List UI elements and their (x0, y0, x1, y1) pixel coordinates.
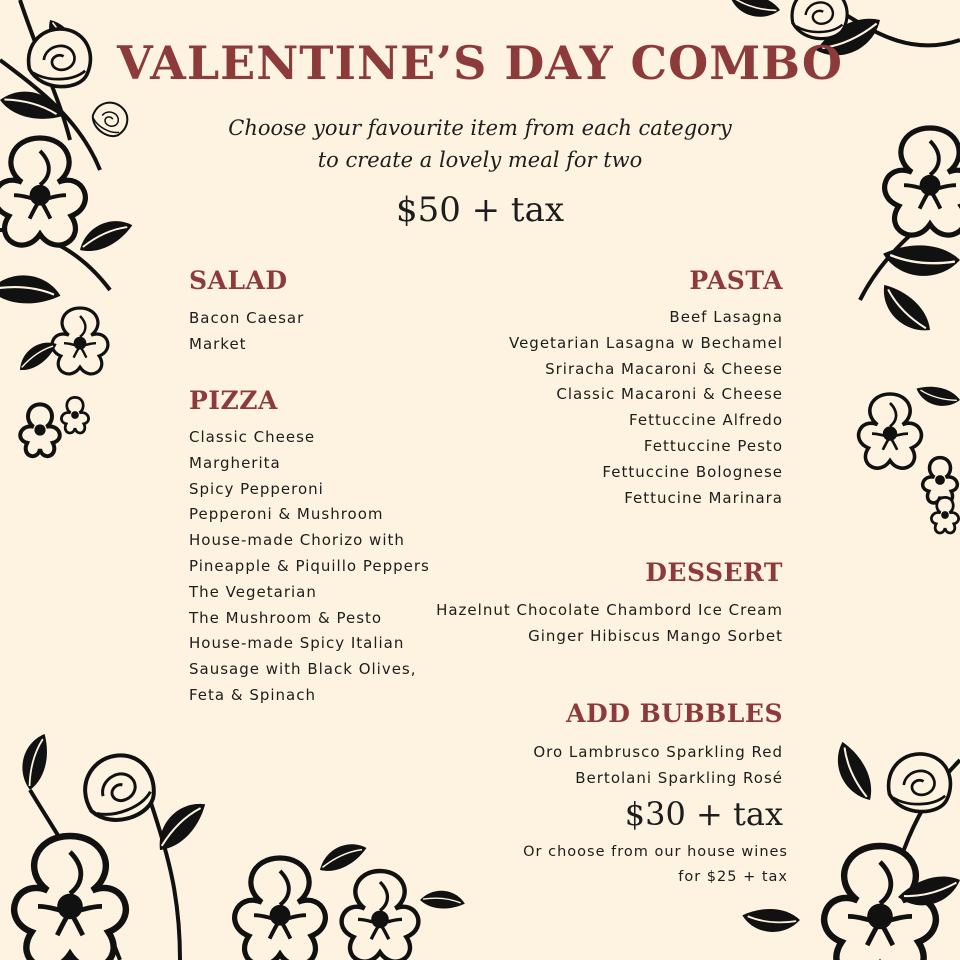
floral-illustration-bottom-left (14, 730, 466, 960)
list-item: Fettuccine Bolognese (602, 462, 783, 481)
list-item: Ginger Hibiscus Mango Sorbet (528, 626, 783, 645)
list-item: Spicy Pepperoni (189, 479, 324, 498)
list-item: Sausage with Black Olives, (189, 660, 417, 679)
pasta-list (509, 305, 783, 511)
list-item: Margherita (189, 453, 281, 472)
subtitle-line-2: to create a lovely meal for two (317, 148, 643, 172)
page-title: VALENTINE’S DAY COMBO (117, 36, 843, 90)
combo-price: $50 + tax (395, 190, 565, 230)
section-title-salad: SALAD (189, 266, 288, 295)
bubbles-price: $30 + tax (624, 795, 783, 833)
list-item: House-made Spicy Italian (189, 634, 405, 653)
list-item: Classic Cheese (189, 428, 316, 446)
list-item: Bacon Caesar (189, 309, 305, 327)
section-title-pasta: PASTA (689, 266, 783, 295)
pizza-list (189, 425, 430, 709)
list-item: Pepperoni & Mushroom (189, 505, 384, 524)
salad-list (189, 306, 304, 358)
list-item: Oro Lambrusco Sparkling Red (533, 743, 783, 761)
bubbles-list (533, 740, 783, 792)
list-item: Hazelnut Chocolate Chambord Ice Cream (436, 601, 783, 619)
list-item: Bertolani Sparkling Rosé (575, 768, 783, 787)
house-wines-line-2: for $25 + tax (678, 869, 788, 885)
list-item: House-made Chorizo with (189, 531, 405, 550)
list-item: The Vegetarian (189, 582, 317, 601)
house-wines-note (523, 840, 788, 890)
house-wines-line-1: Or choose from our house wines (523, 844, 788, 860)
list-item: Feta & Spinach (189, 685, 317, 704)
section-title-pizza: PIZZA (189, 386, 278, 415)
list-item: Sriracha Macaroni & Cheese (545, 359, 783, 378)
section-title-bubbles: ADD BUBBLES (566, 699, 783, 728)
list-item: Pineapple & Piquillo Peppers (189, 556, 430, 575)
subtitle-line-1: Choose your favourite item from each category (228, 116, 732, 140)
list-item: Beef Lasagna (669, 308, 783, 326)
dessert-list (436, 598, 783, 650)
section-title-dessert: DESSERT (645, 558, 783, 587)
list-item: The Mushroom & Pesto (189, 608, 383, 627)
list-item: Classic Macaroni & Cheese (556, 385, 783, 404)
list-item: Fettucine Marinara (624, 488, 783, 507)
list-item: Market (189, 334, 247, 353)
list-item: Vegetarian Lasagna w Bechamel (508, 333, 783, 352)
subtitle (0, 112, 960, 176)
list-item: Fettuccine Pesto (643, 436, 783, 455)
list-item: Fettuccine Alfredo (629, 411, 783, 430)
